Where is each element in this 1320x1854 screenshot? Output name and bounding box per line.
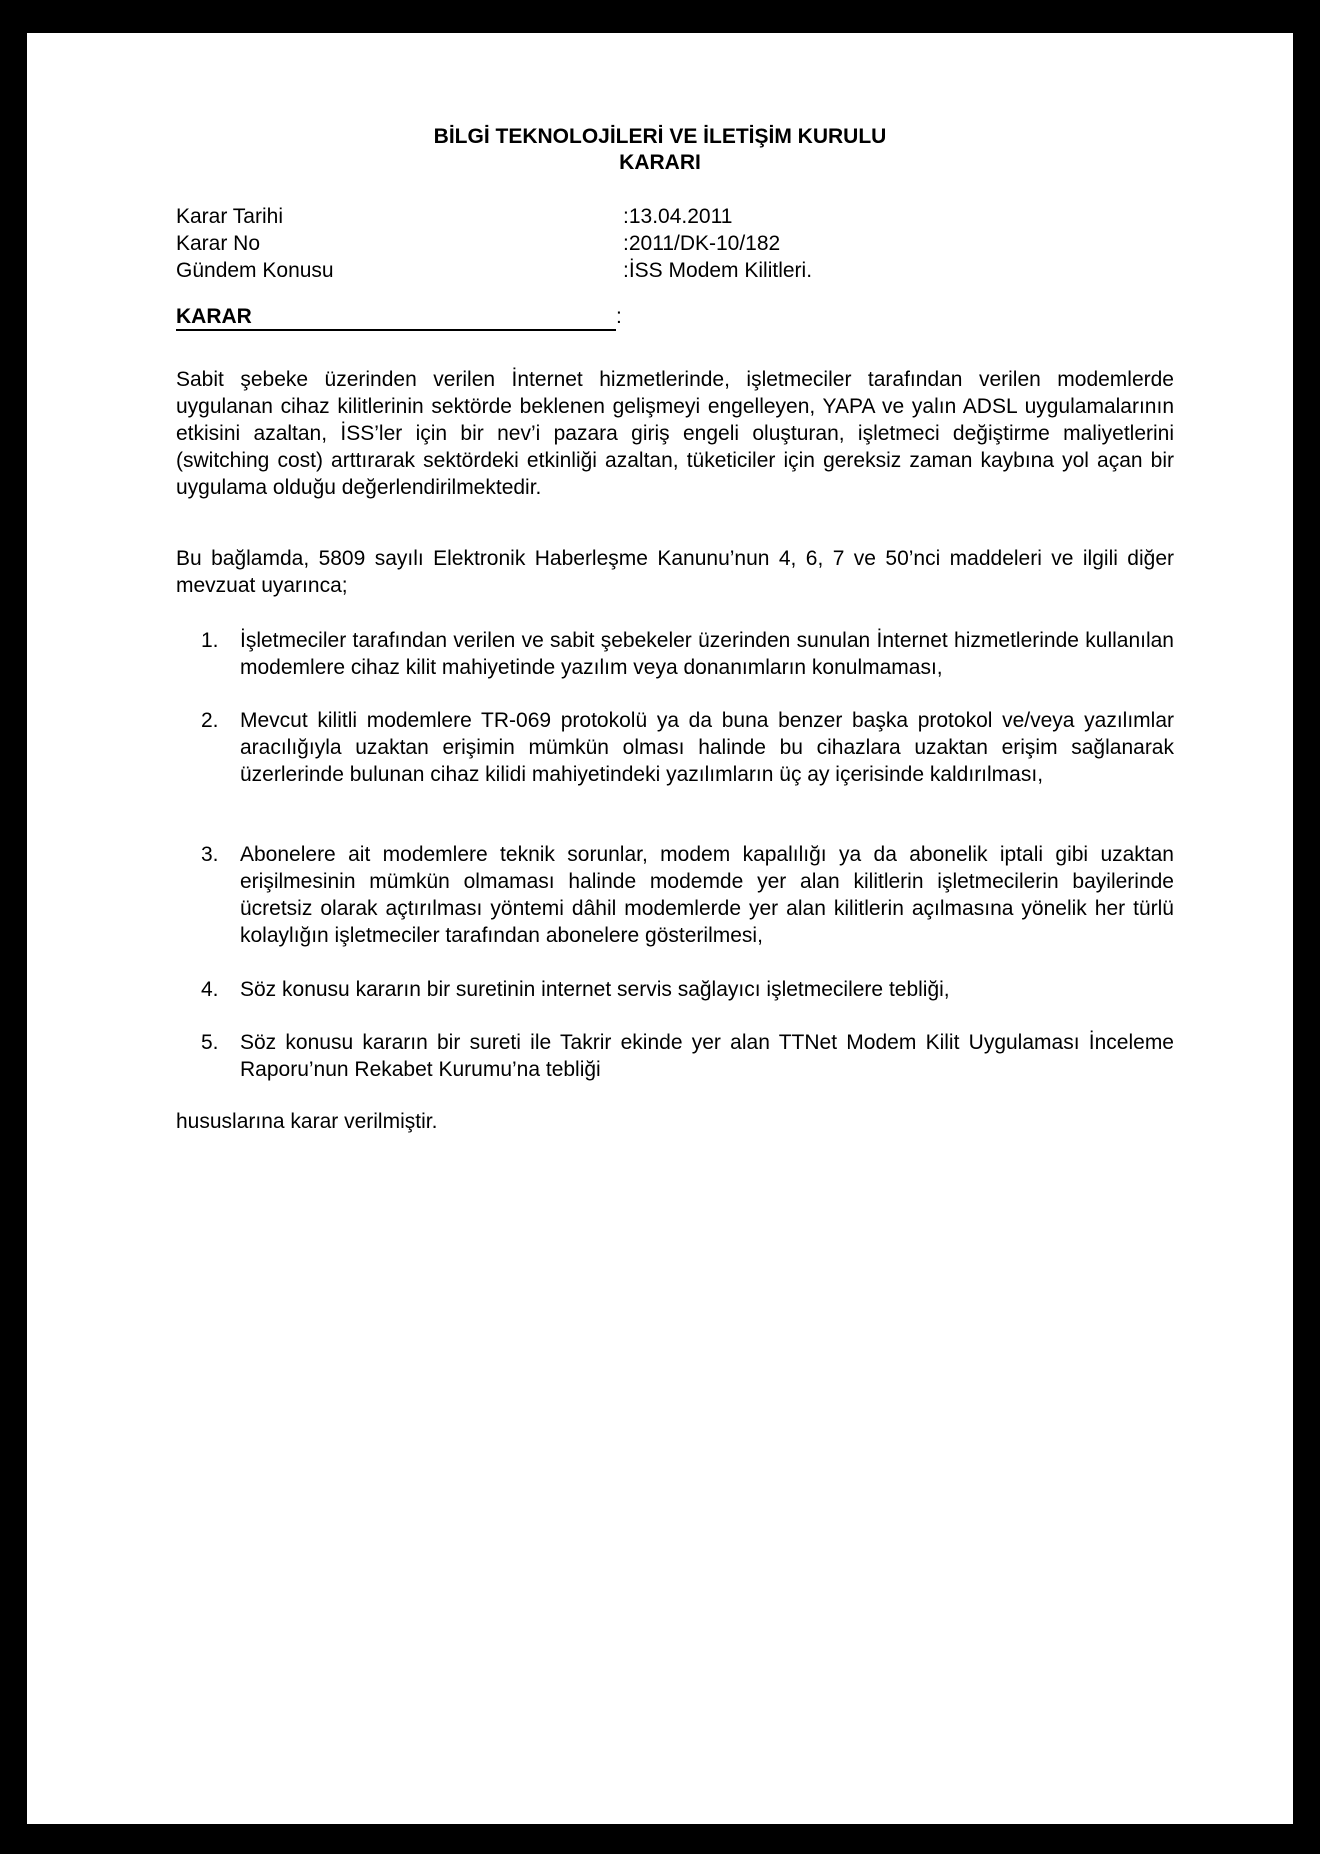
list-item-number: 1. <box>201 629 219 652</box>
meta-value: :İSS Modem Kilitleri. <box>623 259 813 282</box>
document-subtitle: KARARI <box>619 151 701 174</box>
list-item-text: Abonelere ait modemlere teknik sorunlar, modem kapalılığı ya da abonelik iptali gibi uzaktan erişilmesinin mümkün olmaması halinde modemde yer alan kilitlerin işletmecilerin bayilerinde ücretsiz olarak açtırılması yöntemi dâhil modemlerde yer alan kilitlerin açılmasına yönelik her türlü kolaylığın işletmeciler tarafından abonelere gösterilmesi, <box>240 843 1174 947</box>
list-item-text: Söz konusu kararın bir sureti ile Takrir ekinde yer alan TTNet Modem Kilit Uygulaması İnceleme Raporu’nun Rekabet Kurumu’na tebliği <box>240 1031 1174 1081</box>
list-item-number: 4. <box>201 978 219 1001</box>
closing-statement: hususlarına karar verilmiştir. <box>176 1110 438 1133</box>
document-title: BİLGİ TEKNOLOJİLERİ VE İLETİŞİM KURULU <box>433 125 887 148</box>
meta-row-decision-date <box>176 204 732 230</box>
meta-value: :13.04.2011 <box>623 205 733 228</box>
meta-label: Gündem Konusu <box>176 259 334 282</box>
decision-heading-colon: : <box>616 305 622 328</box>
meta-row-agenda-subject <box>176 258 812 284</box>
list-item-number: 2. <box>201 709 219 732</box>
meta-value: :2011/DK-10/182 <box>623 232 781 255</box>
list-item <box>176 1029 1174 1083</box>
meta-label: Karar Tarihi <box>176 205 283 228</box>
list-item-number: 3. <box>201 843 219 866</box>
paragraph-rationale: Sabit şebeke üzerinden verilen İnternet hizmetlerinde, işletmeciler tarafından verilen modemlerde uygulanan cihaz kilitlerinin sektörde beklenen gelişmeyi engelleyen, YAPA ve yalın ADSL uygulamalarının etkisini azaltan, İSS’ler için bir nev’i pazara giriş engeli oluşturan, işletmeci değiştirme maliyetlerini (switching cost) arttırarak sektördeki etkinliği azaltan, tüketiciler için gereksiz zaman kaybına yol açan bir uygulama olduğu değerlendirilmektedir. <box>176 368 1174 499</box>
document-page <box>27 33 1293 1824</box>
list-item <box>176 841 1174 949</box>
meta-row-decision-number <box>176 231 780 257</box>
list-item-number: 5. <box>201 1031 219 1054</box>
list-item <box>176 627 1174 681</box>
paragraph-legal-basis: Bu bağlamda, 5809 sayılı Elektronik Haberleşme Kanunu’nun 4, 6, 7 ve 50’nci maddeleri ve ilgili diğer mevzuat uyarınca; <box>176 547 1174 597</box>
decision-heading <box>176 304 622 331</box>
list-item <box>176 707 1174 788</box>
meta-label: Karar No <box>176 232 261 255</box>
list-item-text: İşletmeciler tarafından verilen ve sabit şebekeler üzerinden sunulan İnternet hizmetlerinde kullanılan modemlere cihaz kilit mahiyetinde yazılım veya donanımların konulmaması, <box>240 629 1174 679</box>
list-item <box>176 976 1174 1003</box>
decision-heading-label: KARAR <box>176 305 616 331</box>
list-item-text: Mevcut kilitli modemlere TR-069 protokolü ya da buna benzer başka protokol ve/veya yazılımlar aracılığıyla uzaktan erişimin mümkün olması halinde bu cihazlara uzaktan erişim sağlanarak üzerlerinde bulunan cihaz kilidi mahiyetindeki yazılımların üç ay içerisinde kaldırılması, <box>240 709 1174 786</box>
list-item-text: Söz konusu kararın bir suretinin internet servis sağlayıcı işletmecilere tebliği, <box>240 978 950 1001</box>
